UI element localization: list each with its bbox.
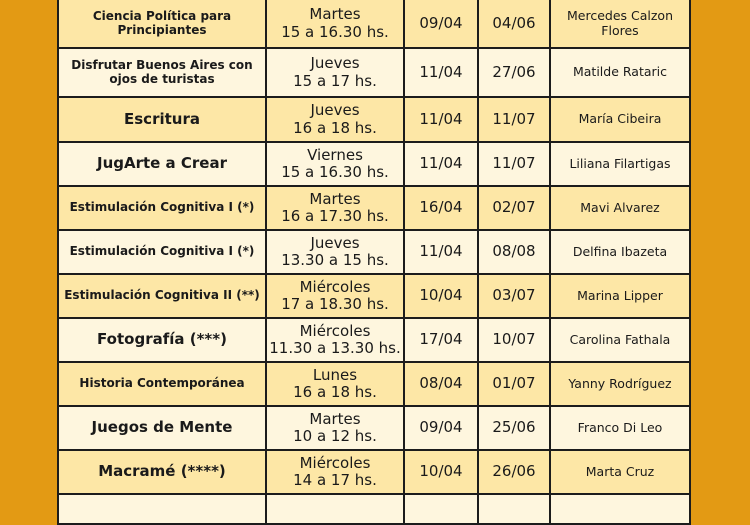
teacher-cell [550,274,690,318]
teacher-name: Marina Lipper [577,287,663,303]
course-name-cell [58,274,266,318]
course-name-cell [58,362,266,406]
start-date-cell [404,450,478,494]
schedule-time: 17 a 18.30 hs. [281,295,389,313]
course-name: Macramé (****) [98,462,226,481]
start-date-cell [404,274,478,318]
teacher-name: Matilde Rataric [572,64,667,80]
course-name: Fotografía (***) [97,330,227,349]
end-date: 27/06 [492,62,536,81]
table-row [58,97,690,142]
table-row [58,230,690,274]
table-row [58,494,690,524]
teacher-cell [550,450,690,494]
teacher-cell [550,0,690,48]
schedule-time: 15 a 17 hs. [293,71,377,90]
schedule-cell [266,494,404,524]
end-date-cell [478,274,550,318]
table-row [58,450,690,494]
schedule-day: Miércoles [299,277,371,296]
end-date-cell [478,0,550,48]
schedule-day: Martes [309,189,361,208]
teacher-name: Franco Di Leo [577,419,663,435]
start-date-cell [404,362,478,406]
start-date: 17/04 [419,330,463,349]
schedule-cell [266,0,404,48]
start-date: 11/04 [419,109,463,128]
start-date-cell [404,494,478,524]
teacher-name: Delfina Ibazeta [572,243,668,259]
course-name-cell [58,48,266,97]
course-name-cell [58,142,266,186]
end-date: 11/07 [492,154,536,173]
schedule-time: 16 a 18 hs. [293,383,377,401]
end-date: 10/07 [492,330,536,349]
schedule-cell [266,97,404,142]
teacher-cell [550,318,690,362]
teacher-name: Yanny Rodríguez [568,375,672,391]
end-date: 08/08 [492,242,536,261]
start-date-cell [404,318,478,362]
start-date-cell [404,406,478,450]
schedule-cell [266,362,404,406]
start-date: 11/04 [419,242,463,261]
start-date: 11/04 [419,154,463,173]
start-date: 10/04 [419,462,463,481]
start-date: 09/04 [419,418,463,437]
teacher-cell [550,48,690,97]
schedule-time: 16 a 18 hs. [293,118,377,137]
end-date-cell [478,450,550,494]
course-name-cell [58,97,266,142]
schedule-cell [266,186,404,230]
schedule-day: Lunes [312,365,358,384]
table-row [58,142,690,186]
table-row [58,0,690,48]
schedule-time: 14 a 17 hs. [293,471,377,489]
course-name-cell [58,450,266,494]
course-name-cell [58,230,266,274]
course-name: Estimulación Cognitiva I (*) [69,200,255,215]
end-date-cell [478,48,550,97]
table-row [58,274,690,318]
end-date: 01/07 [492,374,536,393]
start-date: 09/04 [419,13,463,32]
schedule-cell [266,274,404,318]
schedule-cell [266,142,404,186]
teacher-name: Marta Cruz [585,463,655,479]
table-row [58,406,690,450]
teacher-cell [550,362,690,406]
schedule-time: 10 a 12 hs. [293,427,377,445]
teacher-cell [550,142,690,186]
teacher-cell [550,97,690,142]
table-row [58,318,690,362]
start-date: 08/04 [419,374,463,393]
schedule-day: Miércoles [299,321,371,340]
schedule-day: Martes [309,409,361,428]
end-date-cell [478,494,550,524]
schedule-cell [266,406,404,450]
end-date: 26/06 [492,462,536,481]
schedule-time: 16 a 17.30 hs. [281,207,389,225]
end-date: 11/07 [492,109,536,128]
end-date: 03/07 [492,286,536,305]
teacher-cell [550,406,690,450]
end-date: 25/06 [492,418,536,437]
course-name: JugArte a Crear [96,154,227,173]
schedule-day: Miércoles [299,453,371,472]
teacher-name: Liliana Filartigas [569,155,671,171]
course-name-cell [58,318,266,362]
start-date-cell [404,230,478,274]
start-date: 11/04 [419,62,463,81]
teacher-name: Carolina Fathala [569,331,671,347]
schedule-time: 13.30 a 15 hs. [281,251,389,269]
start-date-cell [404,0,478,48]
end-date-cell [478,362,550,406]
end-date-cell [478,406,550,450]
schedule-table-wrapper [57,0,689,518]
schedule-cell [266,230,404,274]
start-date-cell [404,97,478,142]
end-date-cell [478,318,550,362]
schedule-day: Martes [309,5,361,24]
schedule-day: Jueves [310,101,360,120]
start-date-cell [404,186,478,230]
course-name-cell [58,186,266,230]
schedule-cell [266,450,404,494]
end-date: 04/06 [492,13,536,32]
table-row [58,186,690,230]
start-date-cell [404,48,478,97]
course-name: Disfrutar Buenos Aires con ojos de turistas [71,57,253,86]
schedule-day: Jueves [310,54,360,73]
course-name: Estimulación Cognitiva I (*) [69,244,255,259]
end-date-cell [478,230,550,274]
course-name-cell [58,0,266,48]
schedule-cell [266,318,404,362]
end-date-cell [478,97,550,142]
teacher-name: Mavi Alvarez [580,199,660,215]
schedule-time: 11.30 a 13.30 hs. [269,339,401,357]
course-name-cell [58,494,266,524]
end-date-cell [478,142,550,186]
table-row [58,362,690,406]
teacher-cell [550,230,690,274]
schedule-day: Jueves [310,233,360,252]
course-name: Ciencia Política para Principiantes [92,8,232,37]
end-date: 02/07 [492,198,536,217]
start-date: 10/04 [419,286,463,305]
course-name: Historia Contemporánea [79,376,245,391]
course-name: Escritura [124,109,200,128]
teacher-cell [550,186,690,230]
course-name-cell [58,406,266,450]
schedule-day: Viernes [307,145,363,164]
start-date: 16/04 [419,198,463,217]
teacher-name: Mercedes Calzon Flores [566,8,673,38]
schedule-time: 15 a 16.30 hs. [281,163,389,181]
course-name: Estimulación Cognitiva II (**) [64,288,260,303]
course-name: Juegos de Mente [91,418,233,437]
table-row [58,48,690,97]
end-date-cell [478,186,550,230]
schedule-time: 15 a 16.30 hs. [281,22,389,41]
start-date-cell [404,142,478,186]
schedule-cell [266,48,404,97]
schedule-table-body [58,0,690,524]
teacher-cell [550,494,690,524]
course-schedule-table [57,0,691,525]
teacher-name: María Cibeira [578,111,662,127]
